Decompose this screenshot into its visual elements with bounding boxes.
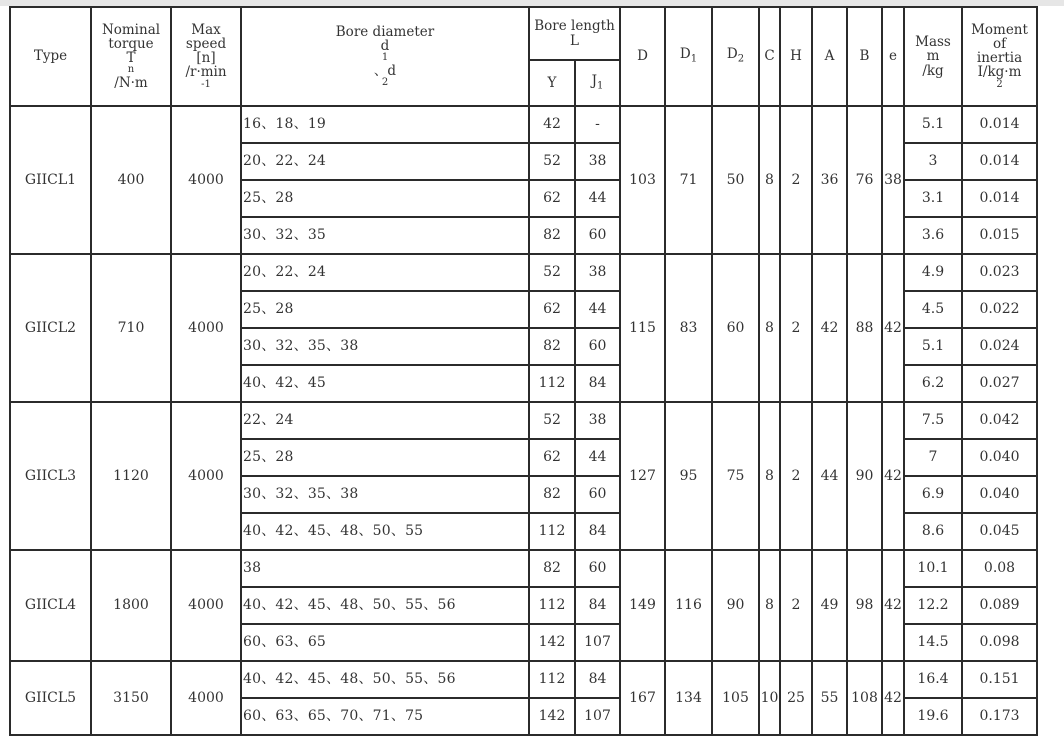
header-A: A bbox=[812, 7, 847, 106]
cell-inertia: 0.014 bbox=[962, 106, 1037, 143]
cell-mass: 5.1 bbox=[904, 328, 962, 365]
cell-bore-length-y: 62 bbox=[529, 439, 575, 476]
cell-mass: 5.1 bbox=[904, 106, 962, 143]
header-H: H bbox=[780, 7, 812, 106]
cell-D: 103 bbox=[620, 106, 665, 254]
cell-C: 8 bbox=[759, 402, 780, 550]
header-moment-of-inertia: Moment of inertia I/kg·m 2 bbox=[962, 7, 1037, 106]
header-e: e bbox=[882, 7, 904, 106]
table-row bbox=[10, 661, 1037, 698]
cell-bore-length-j1: 84 bbox=[575, 513, 620, 550]
cell-type: GIICL4 bbox=[10, 550, 91, 661]
cell-inertia: 0.040 bbox=[962, 439, 1037, 476]
cell-speed: 4000 bbox=[171, 106, 241, 254]
cell-mass: 3.1 bbox=[904, 180, 962, 217]
header-bore-diameter: Bore diameter d 1 、d 2 bbox=[241, 7, 529, 106]
cell-mass: 12.2 bbox=[904, 587, 962, 624]
cell-D2: 105 bbox=[712, 661, 759, 735]
cell-bore-diameter: 60、63、65 bbox=[241, 624, 529, 661]
cell-inertia: 0.027 bbox=[962, 365, 1037, 402]
header-max-speed: Max speed [n] /r·min -1 bbox=[171, 7, 241, 106]
header-C: C bbox=[759, 7, 780, 106]
header-mass: Mass m /kg bbox=[904, 7, 962, 106]
cell-mass: 10.1 bbox=[904, 550, 962, 587]
cell-bore-length-j1: 44 bbox=[575, 291, 620, 328]
header-D2: $D_2$ bbox=[712, 7, 759, 106]
cell-mass: 7.5 bbox=[904, 402, 962, 439]
cell-bore-length-y: 52 bbox=[529, 143, 575, 180]
cell-bore-diameter: 30、32、35、38 bbox=[241, 476, 529, 513]
cell-bore-length-j1: 107 bbox=[575, 698, 620, 735]
cell-mass: 14.5 bbox=[904, 624, 962, 661]
cell-A: 36 bbox=[812, 106, 847, 254]
cell-D1: 116 bbox=[665, 550, 712, 661]
cell-D: 127 bbox=[620, 402, 665, 550]
cell-inertia: 0.015 bbox=[962, 217, 1037, 254]
cell-bore-length-y: 82 bbox=[529, 476, 575, 513]
cell-inertia: 0.014 bbox=[962, 180, 1037, 217]
cell-B: 98 bbox=[847, 550, 882, 661]
cell-D1: 95 bbox=[665, 402, 712, 550]
cell-bore-diameter: 25、28 bbox=[241, 180, 529, 217]
cell-torque: 400 bbox=[91, 106, 171, 254]
cell-e: 42 bbox=[882, 402, 904, 550]
cell-bore-length-y: 42 bbox=[529, 106, 575, 143]
cell-A: 55 bbox=[812, 661, 847, 735]
cell-type: GIICL3 bbox=[10, 402, 91, 550]
cell-bore-length-j1: 60 bbox=[575, 476, 620, 513]
cell-D1: 71 bbox=[665, 106, 712, 254]
cell-bore-length-j1: 107 bbox=[575, 624, 620, 661]
cell-speed: 4000 bbox=[171, 402, 241, 550]
cell-bore-length-y: 112 bbox=[529, 661, 575, 698]
table-row bbox=[10, 106, 1037, 143]
cell-H: 2 bbox=[780, 402, 812, 550]
cell-mass: 7 bbox=[904, 439, 962, 476]
cell-bore-length-j1: 38 bbox=[575, 254, 620, 291]
cell-mass: 3 bbox=[904, 143, 962, 180]
cell-speed: 4000 bbox=[171, 254, 241, 402]
cell-bore-length-j1: 38 bbox=[575, 402, 620, 439]
cell-C: 10 bbox=[759, 661, 780, 735]
cell-C: 8 bbox=[759, 106, 780, 254]
cell-inertia: 0.014 bbox=[962, 143, 1037, 180]
cell-inertia: 0.151 bbox=[962, 661, 1037, 698]
cell-type: GIICL1 bbox=[10, 106, 91, 254]
header-Y: Y bbox=[529, 60, 575, 106]
cell-bore-length-j1: 84 bbox=[575, 661, 620, 698]
cell-B: 108 bbox=[847, 661, 882, 735]
cell-B: 76 bbox=[847, 106, 882, 254]
cell-inertia: 0.045 bbox=[962, 513, 1037, 550]
cell-bore-length-y: 52 bbox=[529, 254, 575, 291]
coupling-spec-table bbox=[9, 6, 1038, 736]
cell-bore-length-j1: 60 bbox=[575, 217, 620, 254]
cell-B: 88 bbox=[847, 254, 882, 402]
cell-inertia: 0.042 bbox=[962, 402, 1037, 439]
cell-bore-diameter: 25、28 bbox=[241, 291, 529, 328]
cell-bore-diameter: 30、32、35、38 bbox=[241, 328, 529, 365]
cell-bore-length-y: 82 bbox=[529, 550, 575, 587]
cell-bore-diameter: 40、42、45、48、50、55、56 bbox=[241, 661, 529, 698]
cell-D2: 50 bbox=[712, 106, 759, 254]
cell-e: 38 bbox=[882, 106, 904, 254]
cell-mass: 19.6 bbox=[904, 698, 962, 735]
cell-bore-length-j1: 60 bbox=[575, 550, 620, 587]
header-nominal-torque: Nominal torque T n /N·m bbox=[91, 7, 171, 106]
header-D: D bbox=[620, 7, 665, 106]
cell-D1: 134 bbox=[665, 661, 712, 735]
cell-bore-diameter: 40、42、45、48、50、55、56 bbox=[241, 587, 529, 624]
cell-A: 42 bbox=[812, 254, 847, 402]
cell-D: 115 bbox=[620, 254, 665, 402]
cell-D2: 75 bbox=[712, 402, 759, 550]
cell-H: 2 bbox=[780, 254, 812, 402]
cell-inertia: 0.08 bbox=[962, 550, 1037, 587]
table-row bbox=[10, 254, 1037, 291]
cell-bore-length-y: 62 bbox=[529, 180, 575, 217]
cell-bore-length-j1: - bbox=[575, 106, 620, 143]
cell-e: 42 bbox=[882, 254, 904, 402]
cell-bore-length-y: 82 bbox=[529, 217, 575, 254]
cell-bore-diameter: 22、24 bbox=[241, 402, 529, 439]
cell-A: 44 bbox=[812, 402, 847, 550]
cell-bore-diameter: 40、42、45 bbox=[241, 365, 529, 402]
cell-torque: 1120 bbox=[91, 402, 171, 550]
cell-inertia: 0.098 bbox=[962, 624, 1037, 661]
cell-H: 25 bbox=[780, 661, 812, 735]
cell-speed: 4000 bbox=[171, 550, 241, 661]
cell-D: 167 bbox=[620, 661, 665, 735]
header-type: Type bbox=[10, 7, 91, 106]
cell-A: 49 bbox=[812, 550, 847, 661]
cell-bore-diameter: 30、32、35 bbox=[241, 217, 529, 254]
header-D1: $D_1$ bbox=[665, 7, 712, 106]
cell-bore-diameter: 20、22、24 bbox=[241, 254, 529, 291]
cell-H: 2 bbox=[780, 106, 812, 254]
cell-bore-length-y: 112 bbox=[529, 365, 575, 402]
cell-torque: 1800 bbox=[91, 550, 171, 661]
cell-bore-length-y: 82 bbox=[529, 328, 575, 365]
header-J1: $J_1$ bbox=[575, 60, 620, 106]
cell-H: 2 bbox=[780, 550, 812, 661]
cell-torque: 710 bbox=[91, 254, 171, 402]
cell-e: 42 bbox=[882, 550, 904, 661]
cell-B: 90 bbox=[847, 402, 882, 550]
cell-bore-diameter: 38 bbox=[241, 550, 529, 587]
cell-bore-length-y: 142 bbox=[529, 624, 575, 661]
cell-inertia: 0.089 bbox=[962, 587, 1037, 624]
cell-bore-diameter: 25、28 bbox=[241, 439, 529, 476]
cell-torque: 3150 bbox=[91, 661, 171, 735]
cell-bore-length-j1: 84 bbox=[575, 587, 620, 624]
cell-type: GIICL2 bbox=[10, 254, 91, 402]
cell-bore-length-j1: 44 bbox=[575, 180, 620, 217]
cell-C: 8 bbox=[759, 550, 780, 661]
cell-D: 149 bbox=[620, 550, 665, 661]
cell-speed: 4000 bbox=[171, 661, 241, 735]
cell-mass: 3.6 bbox=[904, 217, 962, 254]
cell-bore-diameter: 40、42、45、48、50、55 bbox=[241, 513, 529, 550]
cell-bore-length-y: 112 bbox=[529, 587, 575, 624]
cell-C: 8 bbox=[759, 254, 780, 402]
cell-bore-length-y: 62 bbox=[529, 291, 575, 328]
cell-mass: 16.4 bbox=[904, 661, 962, 698]
cell-bore-length-j1: 60 bbox=[575, 328, 620, 365]
cell-inertia: 0.023 bbox=[962, 254, 1037, 291]
cell-bore-diameter: 20、22、24 bbox=[241, 143, 529, 180]
cell-inertia: 0.022 bbox=[962, 291, 1037, 328]
cell-mass: 6.9 bbox=[904, 476, 962, 513]
cell-bore-length-y: 142 bbox=[529, 698, 575, 735]
cell-bore-length-y: 52 bbox=[529, 402, 575, 439]
cell-D1: 83 bbox=[665, 254, 712, 402]
cell-inertia: 0.173 bbox=[962, 698, 1037, 735]
cell-bore-length-j1: 84 bbox=[575, 365, 620, 402]
cell-D2: 90 bbox=[712, 550, 759, 661]
header-B: B bbox=[847, 7, 882, 106]
cell-mass: 8.6 bbox=[904, 513, 962, 550]
cell-mass: 6.2 bbox=[904, 365, 962, 402]
table-row bbox=[10, 550, 1037, 587]
cell-inertia: 0.040 bbox=[962, 476, 1037, 513]
cell-mass: 4.9 bbox=[904, 254, 962, 291]
cell-mass: 4.5 bbox=[904, 291, 962, 328]
cell-bore-length-y: 112 bbox=[529, 513, 575, 550]
cell-bore-length-j1: 38 bbox=[575, 143, 620, 180]
header-bore-length: Bore length L bbox=[529, 7, 620, 60]
cell-inertia: 0.024 bbox=[962, 328, 1037, 365]
cell-bore-diameter: 16、18、19 bbox=[241, 106, 529, 143]
table-row bbox=[10, 402, 1037, 439]
cell-e: 42 bbox=[882, 661, 904, 735]
cell-D2: 60 bbox=[712, 254, 759, 402]
cell-bore-diameter: 60、63、65、70、71、75 bbox=[241, 698, 529, 735]
cell-bore-length-j1: 44 bbox=[575, 439, 620, 476]
cell-type: GIICL5 bbox=[10, 661, 91, 735]
